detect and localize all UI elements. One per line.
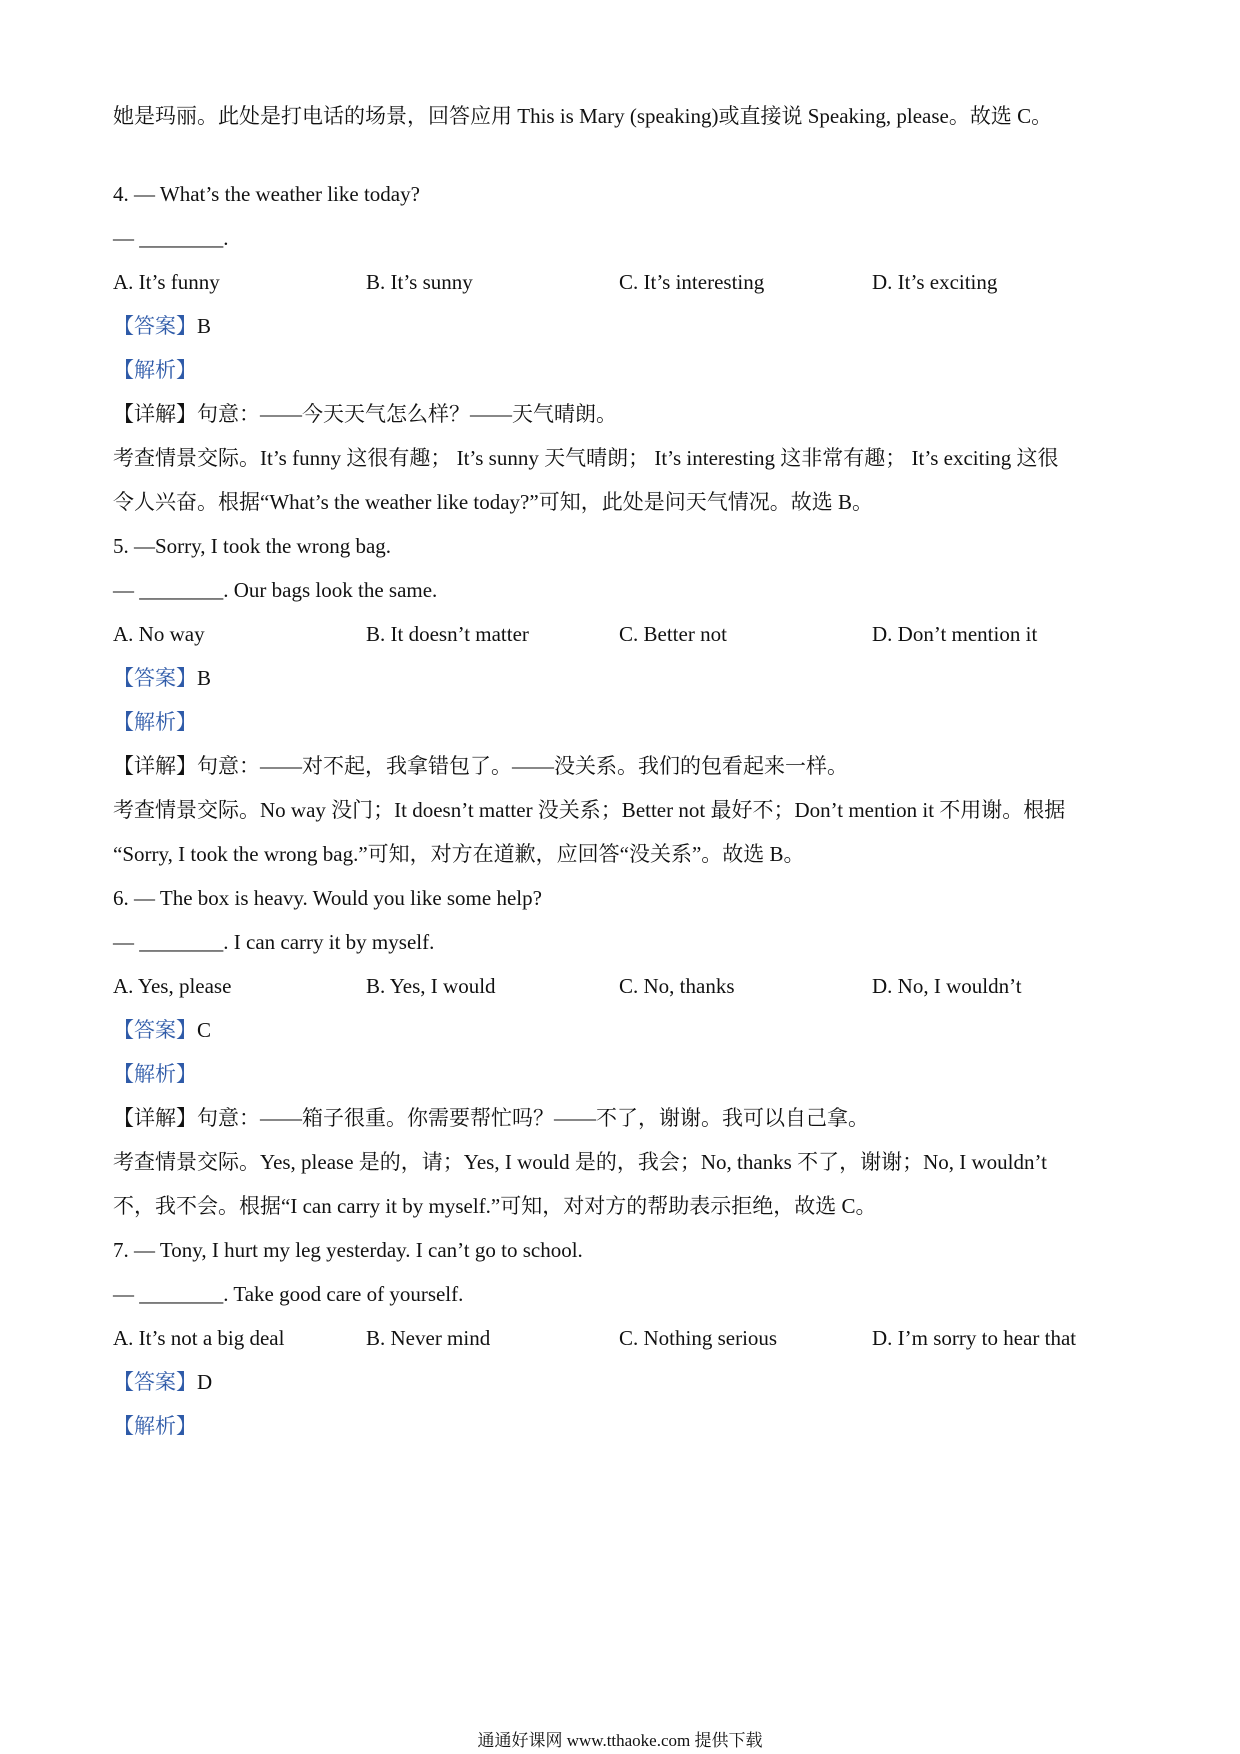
question-6-detail [113, 1102, 869, 1134]
question-4-option-c: C. It’s interesting [619, 270, 765, 294]
question-4-option-b: B. It’s sunny [366, 270, 473, 294]
question-6-option-c: C. No, thanks [619, 974, 735, 998]
question-7-option-c: C. Nothing serious [619, 1326, 778, 1350]
question-6-explain-1: 考查情景交际。Yes, please 是的，请；Yes, I would 是的，我会；No, thanks 不了，谢谢；No, I wouldn’t [113, 1150, 1047, 1174]
question-7-option-d: D. I’m sorry to hear that [872, 1326, 1077, 1350]
question-5-explain-2: “Sorry, I took the wrong bag.”可知，对方在道歉，应回答“没关系”。故选 B。 [113, 842, 805, 866]
page-footer: 通通好课网 www.tthaoke.com 提供下载 [477, 1731, 763, 1750]
question-7-analysis-tag: 【解析】 [113, 1414, 197, 1438]
question-6-option-a: A. Yes, please [113, 974, 232, 998]
question-7-option-a: A. It’s not a big deal [113, 1326, 285, 1350]
question-4-explain-2: 令人兴奋。根据“What’s the weather like today?”可知，此处是问天气情况。故选 B。 [113, 490, 873, 514]
question-4-analysis-tag: 【解析】 [113, 358, 197, 382]
question-7: 7. — Tony, I hurt my leg yesterday. I can’t go to school. [113, 1238, 583, 1262]
question-6-option-d: D. No, I wouldn’t [872, 974, 1022, 998]
question-7-blank: — ________. Take good care of yourself. [113, 1282, 464, 1306]
answer-tag: 【答案】 [113, 1370, 197, 1394]
question-4-blank: — ________. [113, 226, 229, 250]
question-4-explain-1: 考查情景交际。It’s funny 这很有趣； It’s sunny 天气晴朗； It’s interesting 这非常有趣； It’s exciting 这很 [113, 446, 1059, 470]
question-7-answer [113, 1366, 212, 1398]
question-7-option-b: B. Never mind [366, 1326, 491, 1350]
answer-value: B [197, 314, 212, 338]
question-5-detail [113, 750, 848, 782]
question-5-option-d: D. Don’t mention it [872, 622, 1038, 646]
question-4-option-a: A. It’s funny [113, 270, 220, 294]
answer-tag: 【答案】 [113, 666, 197, 690]
question-4: 4. — What’s the weather like today? [113, 182, 420, 206]
question-5-answer [113, 662, 211, 694]
answer-value: B [197, 666, 212, 690]
question-6-answer [113, 1014, 211, 1046]
question-5-explain-1: 考查情景交际。No way 没门；It doesn’t matter 没关系；Better not 最好不；Don’t mention it 不用谢。根据 [113, 798, 1066, 822]
question-6: 6. — The box is heavy. Would you like some help? [113, 886, 542, 910]
detail-tag: 【详解】 [113, 754, 197, 778]
question-6-blank: — ________. I can carry it by myself. [113, 930, 435, 954]
question-6-analysis-tag: 【解析】 [113, 1062, 197, 1086]
answer-value: D [197, 1370, 213, 1394]
intro-text: 她是玛丽。此处是打电话的场景，回答应用 This is Mary (speaking)或直接说 Speaking, please。故选 C。 [113, 104, 1053, 128]
question-5: 5. —Sorry, I took the wrong bag. [113, 534, 392, 558]
detail-tag: 【详解】 [113, 1106, 197, 1130]
question-5-analysis-tag: 【解析】 [113, 710, 197, 734]
detail-text: 句意：——对不起，我拿错包了。——没关系。我们的包看起来一样。 [197, 754, 848, 778]
detail-text: 句意：——今天天气怎么样？——天气晴朗。 [197, 402, 617, 426]
question-6-explain-2: 不，我不会。根据“I can carry it by myself.”可知，对对方的帮助表示拒绝，故选 C。 [113, 1194, 877, 1218]
question-5-blank: — ________. Our bags look the same. [113, 578, 438, 602]
question-4-answer [113, 310, 211, 342]
question-5-option-b: B. It doesn’t matter [366, 622, 529, 646]
question-5-option-a: A. No way [113, 622, 205, 646]
question-6-option-b: B. Yes, I would [366, 974, 496, 998]
question-4-detail [113, 398, 617, 430]
answer-tag: 【答案】 [113, 1018, 197, 1042]
answer-value: C [197, 1018, 212, 1042]
detail-tag: 【详解】 [113, 402, 197, 426]
detail-text: 句意：——箱子很重。你需要帮忙吗？——不了，谢谢。我可以自己拿。 [197, 1106, 869, 1130]
question-4-option-d: D. It’s exciting [872, 270, 998, 294]
answer-tag: 【答案】 [113, 314, 197, 338]
question-5-option-c: C. Better not [619, 622, 727, 646]
